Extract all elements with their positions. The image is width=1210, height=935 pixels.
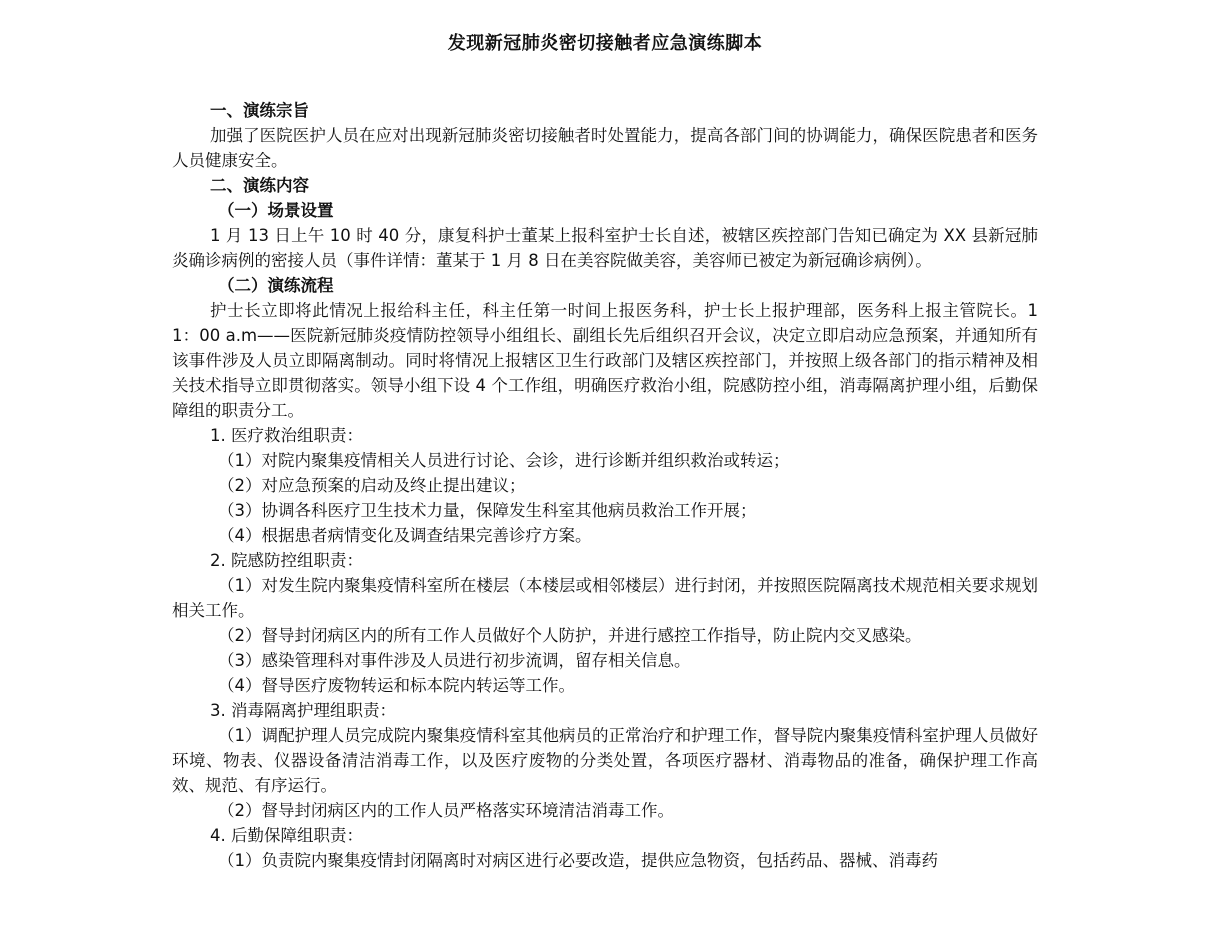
- list-subitem: （1）对院内聚集疫情相关人员进行讨论、会诊，进行诊断并组织救治或转运；: [218, 451, 790, 470]
- list-subitem: （4）根据患者病情变化及调查结果完善诊疗方案。: [218, 526, 592, 545]
- subsection-heading: （二）演练流程: [218, 276, 334, 295]
- list-subitem: （1）对发生院内聚集疫情科室所在楼层（本楼层或相邻楼层）进行封闭，并按照医院隔离技术规范相关要求规划相关工作。: [172, 576, 1038, 620]
- list-item: 1. 医疗救治组职责：: [210, 426, 363, 445]
- section-heading: 一、演练宗旨: [210, 101, 309, 120]
- document-title: 发现新冠肺炎密切接触者应急演练脚本: [447, 33, 763, 54]
- list-subitem: （1）调配护理人员完成院内聚集疫情科室其他病员的正常治疗和护理工作，督导院内聚集疫情科室护理人员做好环境、物表、仪器设备清洁消毒工作，以及医疗废物的分类处置，各项医疗器材、消毒物品的准备，确保护理工作高效、规范、有序运行。: [172, 726, 1038, 795]
- list-subitem: （2）对应急预案的启动及终止提出建议；: [218, 476, 526, 495]
- list-subitem: （4）督导医疗废物转运和标本院内转运等工作。: [218, 676, 575, 695]
- body-paragraph: 加强了医院医护人员在应对出现新冠肺炎密切接触者时处置能力，提高各部门间的协调能力，确保医院患者和医务人员健康安全。: [172, 126, 1038, 170]
- section-heading: 二、演练内容: [210, 176, 309, 195]
- list-subitem: （2）督导封闭病区内的所有工作人员做好个人防护，并进行感控工作指导，防止院内交叉感染。: [218, 626, 922, 645]
- list-item: 2. 院感防控组职责：: [210, 551, 363, 570]
- document-page: [172, 30, 1038, 873]
- list-item: 3. 消毒隔离护理组职责：: [210, 701, 396, 720]
- list-subitem: （1）负责院内聚集疫情封闭隔离时对病区进行必要改造，提供应急物资，包括药品、器械、消毒药: [218, 851, 938, 870]
- list-subitem: （3）协调各科医疗卫生技术力量，保障发生科室其他病员救治工作开展；: [218, 501, 757, 520]
- body-paragraph: 1 月 13 日上午 10 时 40 分，康复科护士董某上报科室护士长自述，被辖区疾控部门告知已确定为 XX 县新冠肺炎确诊病例的密接人员（事件详情：董某于 1 月 8 日在美容院做美容，美容师已被定为新冠确诊病例）。: [172, 226, 1038, 270]
- list-item: 4. 后勤保障组职责：: [210, 826, 363, 845]
- list-subitem: （2）督导封闭病区内的工作人员严格落实环境清洁消毒工作。: [218, 801, 674, 820]
- list-subitem: （3）感染管理科对事件涉及人员进行初步流调，留存相关信息。: [218, 651, 691, 670]
- body-paragraph: 护士长立即将此情况上报给科主任，科主任第一时间上报医务科，护士长上报护理部，医务科上报主管院长。11：00 a.m——医院新冠肺炎疫情防控领导小组组长、副组长先后组织召开会议，决定立即启动应急预案，并通知所有该事件涉及人员立即隔离制动。同时将情况上报辖区卫生行政部门及辖区疾控部门，并按照上级各部门的指示精神及相关技术指导立即贯彻落实。领导小组下设 4 个工作组，明确医疗救治小组，院感防控小组，消毒隔离护理小组，后勤保障组的职责分工。: [172, 301, 1038, 420]
- subsection-heading: （一）场景设置: [218, 201, 334, 220]
